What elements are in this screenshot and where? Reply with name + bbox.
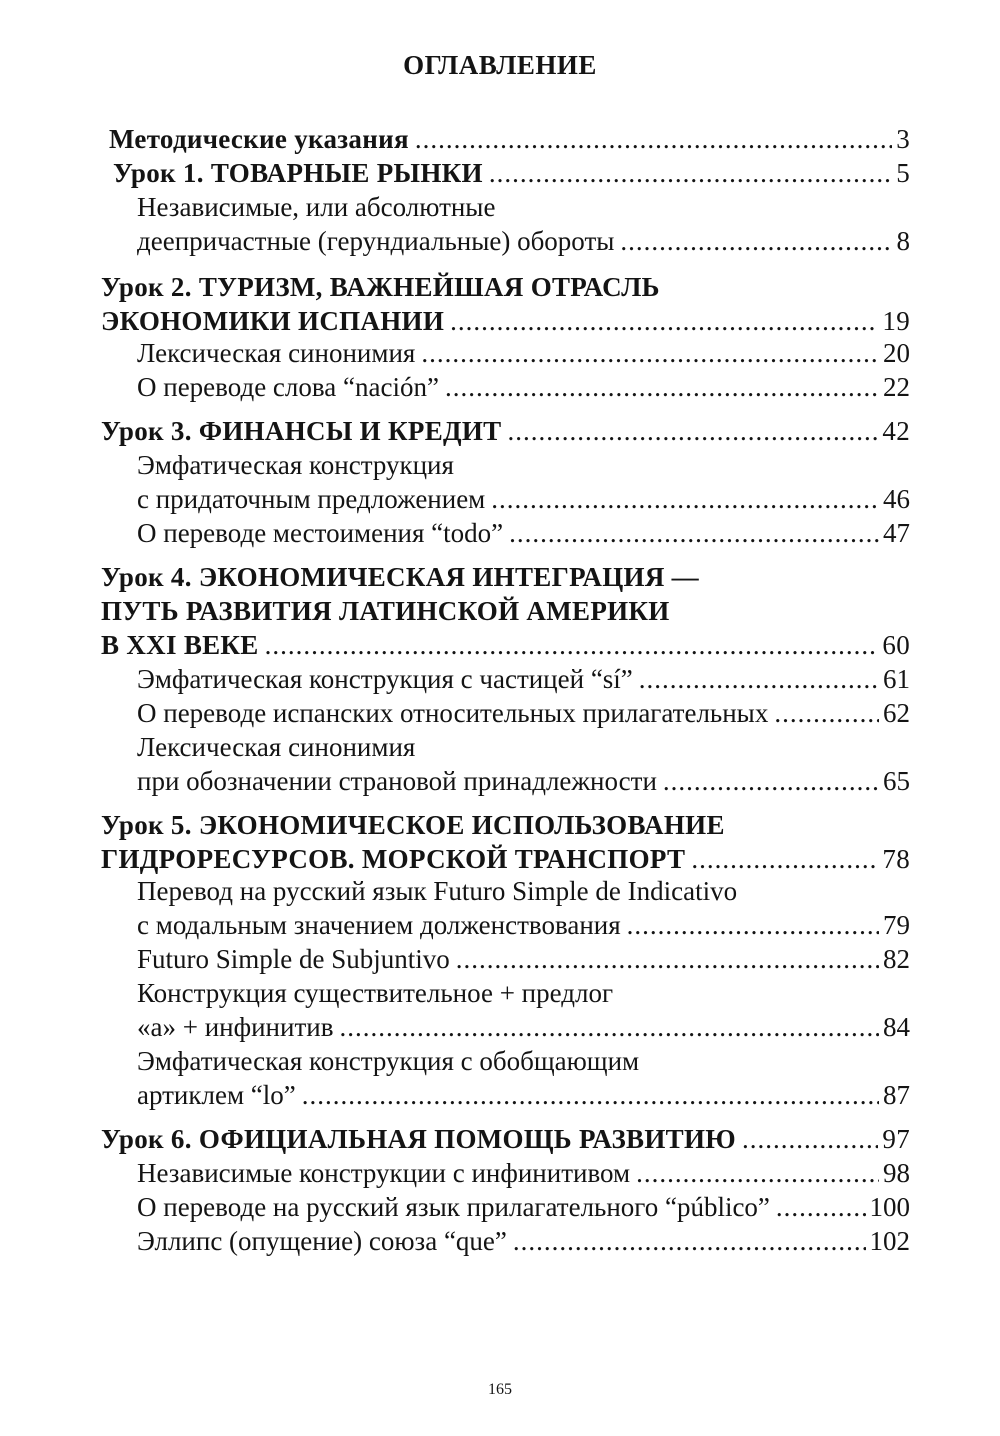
- toc-entry-page: 78: [882, 844, 910, 874]
- toc-entry-page: 61: [883, 664, 910, 694]
- toc-entry-line: Урок 4. ЭКОНОМИЧЕСКАЯ ИНТЕГРАЦИЯ —: [101, 562, 699, 592]
- toc-entry: [101, 808, 910, 876]
- toc-entry: [137, 1156, 910, 1190]
- toc-entry-title: с придаточным предложением: [137, 484, 486, 514]
- toc-entry-title: Независимые конструкции с инфинитивом: [137, 1158, 631, 1188]
- dot-leader: [776, 1190, 866, 1224]
- toc-entry: [113, 156, 910, 190]
- toc-entry-last-line: [109, 122, 910, 156]
- toc-entry-title: Futuro Simple de Subjuntivo: [137, 944, 450, 974]
- toc-entry-last-line: [137, 1010, 910, 1044]
- dot-leader: [663, 764, 879, 798]
- toc-entry-title: О переводе испанских относительных прилагательных: [137, 698, 769, 728]
- toc-entry-last-line: [137, 370, 910, 404]
- dot-leader: [639, 662, 879, 696]
- page-title: ОГЛАВЛЕНИЕ: [403, 50, 597, 80]
- dot-leader: [489, 156, 892, 190]
- toc-entry-title: с модальным значением долженствования: [137, 910, 621, 940]
- toc-entry-page: 65: [883, 766, 910, 796]
- toc-entry-page: 47: [883, 518, 910, 548]
- toc-entry-page: 79: [883, 910, 910, 940]
- toc-entry: [101, 1122, 910, 1156]
- toc-entry-title: артиклем “lo”: [137, 1080, 296, 1110]
- toc-entry-title: О переводе местоимения “todo”: [137, 518, 504, 548]
- toc-entry-last-line: [137, 1156, 910, 1190]
- dot-leader: [509, 516, 879, 550]
- toc-entry-title: ЭКОНОМИКИ ИСПАНИИ: [101, 306, 445, 336]
- toc-entry: [137, 1224, 910, 1258]
- toc-entry: [137, 874, 910, 942]
- toc-entry: [137, 662, 910, 696]
- toc-entry-page: 19: [882, 306, 910, 336]
- toc-entry: [137, 942, 910, 976]
- toc-entry: [137, 976, 910, 1044]
- toc-entry-last-line: [101, 1122, 910, 1156]
- toc-entry-page: 97: [882, 1124, 910, 1154]
- toc-entry-page: 82: [883, 944, 910, 974]
- toc-entry: [109, 122, 910, 156]
- toc-entry: [137, 448, 910, 516]
- toc-entry-last-line: [101, 628, 910, 662]
- toc-entry-last-line: [101, 842, 910, 876]
- toc-entry-last-line: [137, 908, 910, 942]
- toc-entry-line: Эмфатическая конструкция: [137, 450, 454, 480]
- toc-entry: [137, 336, 910, 370]
- toc-entry-last-line: [137, 224, 910, 258]
- toc-entry-line: Урок 5. ЭКОНОМИЧЕСКОЕ ИСПОЛЬЗОВАНИЕ: [101, 810, 725, 840]
- toc-entry-title: В XXI ВЕКЕ: [101, 630, 259, 660]
- toc-entry-title: Урок 3. ФИНАНСЫ И КРЕДИТ: [101, 416, 502, 446]
- toc-entry-page: 62: [883, 698, 910, 728]
- toc-entry-title: при обозначении страновой принадлежности: [137, 766, 657, 796]
- toc-entry-title: Методические указания: [109, 124, 409, 154]
- toc-entry-last-line: [137, 696, 910, 730]
- toc-entry-last-line: [101, 414, 910, 448]
- dot-leader: [415, 122, 892, 156]
- toc-entry-line: ПУТЬ РАЗВИТИЯ ЛАТИНСКОЙ АМЕРИКИ: [101, 596, 670, 626]
- dot-leader: [636, 1156, 879, 1190]
- toc-entry-page: 102: [869, 1226, 910, 1256]
- toc-entry-title: деепричастные (герундиальные) обороты: [137, 226, 615, 256]
- toc-entry-page: 8: [896, 226, 910, 256]
- toc-entry-last-line: [137, 482, 910, 516]
- toc-entry-page: 60: [882, 630, 910, 660]
- toc-entry: [101, 270, 910, 338]
- toc-entry-last-line: [137, 1078, 910, 1112]
- dot-leader: [302, 1078, 879, 1112]
- dot-leader: [450, 304, 878, 338]
- toc-entry-page: 5: [896, 158, 910, 188]
- page-number: 165: [488, 1381, 512, 1398]
- toc-entry-page: 84: [883, 1012, 910, 1042]
- toc-entry: [101, 560, 910, 662]
- toc-entry: [137, 730, 910, 798]
- dot-leader: [513, 1224, 866, 1258]
- toc-entry: [137, 1190, 910, 1224]
- toc-entry-page: 46: [883, 484, 910, 514]
- dot-leader: [265, 628, 879, 662]
- toc-entry: [137, 370, 910, 404]
- dot-leader: [691, 842, 878, 876]
- toc-entry-title: Эмфатическая конструкция с частицей “sí”: [137, 664, 633, 694]
- toc-entry-page: 22: [883, 372, 910, 402]
- toc-entry-last-line: [137, 1190, 910, 1224]
- dot-leader: [742, 1122, 878, 1156]
- toc-entry-line: Эмфатическая конструкция с обобщающим: [137, 1046, 640, 1076]
- toc-entry-last-line: [137, 942, 910, 976]
- toc-entry-last-line: [137, 764, 910, 798]
- toc-entry: [137, 190, 910, 258]
- toc-entry-last-line: [101, 304, 910, 338]
- toc-entry-page: 3: [896, 124, 910, 154]
- toc-entry: [137, 516, 910, 550]
- dot-leader: [491, 482, 879, 516]
- dot-leader: [456, 942, 879, 976]
- toc-entry-title: «a» + инфинитив: [137, 1012, 334, 1042]
- toc-entry-title: ГИДРОРЕСУРСОВ. МОРСКОЙ ТРАНСПОРТ: [101, 844, 686, 874]
- toc-entry-page: 98: [883, 1158, 910, 1188]
- toc-entry: [137, 696, 910, 730]
- toc-entry: [137, 1044, 910, 1112]
- dot-leader: [339, 1010, 879, 1044]
- toc-entry-page: 20: [883, 338, 910, 368]
- toc-entry-page: 42: [882, 416, 910, 446]
- toc-entry-title: Лексическая синонимия: [137, 338, 416, 368]
- toc-entry-title: Урок 1. ТОВАРНЫЕ РЫНКИ: [113, 158, 483, 188]
- toc-entry-last-line: [137, 662, 910, 696]
- dot-leader: [445, 370, 879, 404]
- toc-entry-line: Конструкция существительное + предлог: [137, 978, 614, 1008]
- toc-entry-title: О переводе слова “nación”: [137, 372, 439, 402]
- toc-entry-last-line: [137, 1224, 910, 1258]
- toc-entry-page: 87: [883, 1080, 910, 1110]
- toc-entry-page: 100: [869, 1192, 910, 1222]
- toc-entry-line: Лексическая синонимия: [137, 732, 416, 762]
- dot-leader: [627, 908, 879, 942]
- toc-entry-line: Перевод на русский язык Futuro Simple de Indicativo: [137, 876, 738, 906]
- dot-leader: [508, 414, 879, 448]
- dot-leader: [620, 224, 892, 258]
- toc-entry-line: Урок 2. ТУРИЗМ, ВАЖНЕЙШАЯ ОТРАСЛЬ: [101, 272, 660, 302]
- toc-entry-last-line: [113, 156, 910, 190]
- toc-entry: [101, 414, 910, 448]
- toc-entry-title: Эллипс (опущение) союза “que”: [137, 1226, 507, 1256]
- toc-entry-title: Урок 6. ОФИЦИАЛЬНАЯ ПОМОЩЬ РАЗВИТИЮ: [101, 1124, 736, 1154]
- toc-entry-last-line: [137, 516, 910, 550]
- dot-leader: [421, 336, 879, 370]
- toc-entry-last-line: [137, 336, 910, 370]
- toc-entry-line: Независимые, или абсолютные: [137, 192, 496, 222]
- dot-leader: [774, 696, 879, 730]
- toc-entry-title: О переводе на русский язык прилагательного “público”: [137, 1192, 770, 1222]
